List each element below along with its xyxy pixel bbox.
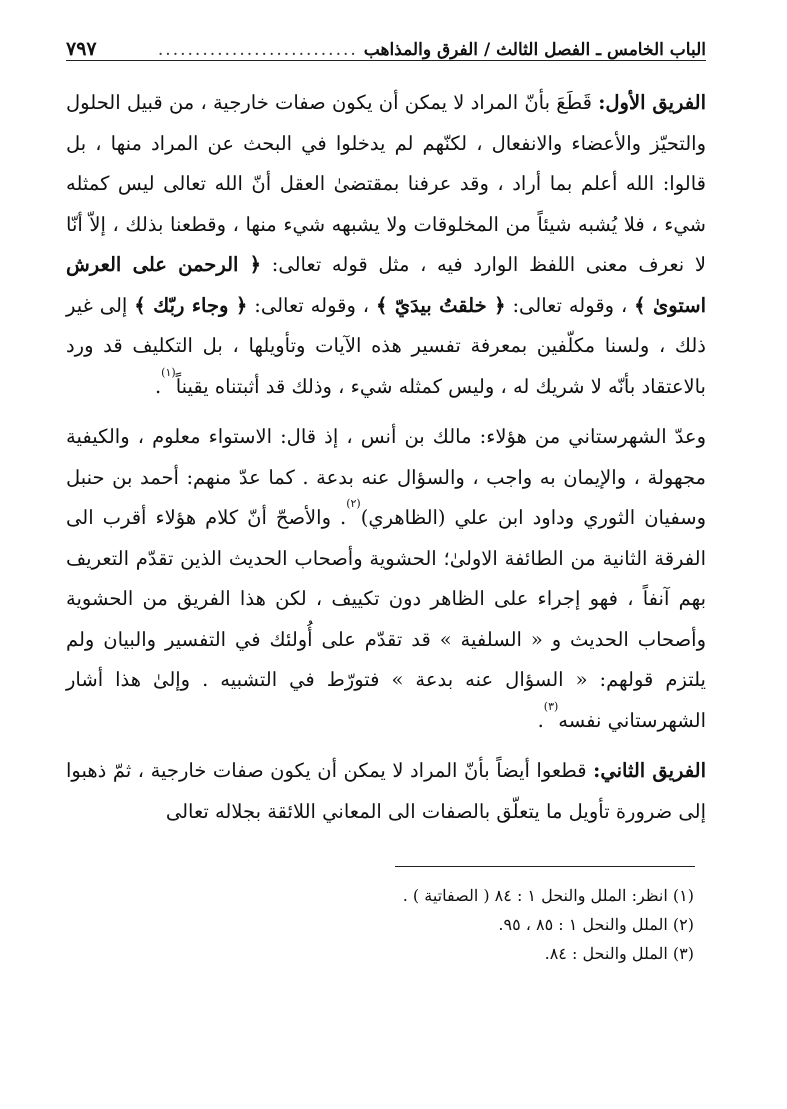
book-page: [66, 26, 706, 1086]
footnotes: [66, 881, 706, 968]
header-leader-dots: ...........................: [157, 40, 358, 60]
paragraph-text: إلى غير ذلك ، ولسنا مكلّفين بمعرفة تفسير هذه الآيات وتأويلها ، بل التكليف قد ورد بالاعتقاد بأنّه لا شريك له ، وليس كمثله شيء ، وذلك قد أثبتناه يقيناً: [66, 293, 706, 398]
quran-quote: ﴿ خلقتُ بيدَيّ ﴾: [375, 293, 506, 317]
quran-quote: ﴿ وجاء ربّك ﴾: [134, 293, 248, 317]
footnote-ref[interactable]: (٣): [543, 699, 559, 713]
paragraph-text: ، وقوله تعالى:: [512, 293, 628, 317]
footnote-item: (٢) الملل والنحل ١ : ٨٥ ، ٩٥.: [498, 915, 694, 934]
paragraph-tail: .: [154, 374, 162, 398]
footnote-ref[interactable]: (٢): [346, 497, 361, 510]
paragraph-text: . والأصحّ أنّ كلام هؤلاء أقرب الى الفرقة الثانية من الطائفة الاولىٰ؛ الحشوية وأصحاب الحديث الذين تقدّم التعريف بهم آنفاً ، فهو إجراء على الظاهر دون تكييف ، لكن هذا الفريق من الحشوية وأصحاب الحديث و « السلفية » قد تقدّم على أُولئك في التفسير والبيان ولم يلتزم قولهم: « السؤال عنه بدعة » فتورّط في التشبيه . وإلىٰ هذا أشار الشهرستاني نفسه: [66, 506, 706, 732]
paragraph-lead: الفريق الثاني:: [593, 759, 706, 782]
paragraph-text: ، وقوله تعالى:: [254, 293, 370, 317]
paragraph-text: وعدّ الشهرستاني من هؤلاء: مالك بن أنس ، إذ قال: الاستواء معلوم ، والكيفية مجهولة ، والإيمان به واجب ، والسؤال عنه بدعة . كما عدّ منهم: أحمد بن حنبل وسفيان الثوري وداود ابن علي (الظاهري): [66, 425, 706, 529]
header-title: الباب الخامس ـ الفصل الثالث / الفرق والمذاهب: [363, 40, 706, 60]
footnote-item: (١) انظر: الملل والنحل ١ : ٨٤ ( الصفاتية ) .: [402, 886, 694, 905]
quran-quote: ﴿ الرحمن على العرش استوىٰ ﴾: [66, 253, 707, 317]
footnote-divider: [66, 866, 706, 867]
paragraph-text: قَطَعَ بأنّ المراد لا يمكن أن يكون صفات خارجية ، من قبيل الحلول والتحيّز والأعضاء والانفعال ، لكنّهم لم يدخلوا في البحث عن المراد منها ، بل قالوا: الله أعلم بما أراد ، وقد عرفنا بمقتضىٰ العقل أنّ الله تعالى ليس كمثله شيء ، فلا يُشبه شيئاً من المخلوقات ولا يشبهه شيء منها ، وقطعنا بذلك ، إلاّ أنّا لا نعرف معنى اللفظ الوارد فيه ، مثل قوله تعالى:: [66, 91, 706, 276]
paragraph-tail: .: [537, 708, 544, 732]
footnote-ref[interactable]: (١): [161, 365, 176, 379]
paragraph-text: قطعوا أيضاً بأنّ المراد لا يمكن أن يكون صفات خارجية ، ثمّ ذهبوا إلى ضرورة تأويل ما يتعلّق بالصفات الى المعاني اللائقة بجلاله تعالى: [66, 759, 706, 823]
paragraph-lead: الفريق الأول:: [598, 91, 706, 114]
paragraph-1: [66, 83, 706, 407]
paragraph-3: [66, 751, 706, 832]
page-number: ٧٩٧: [66, 38, 97, 60]
running-header: [66, 26, 706, 61]
paragraph-2: [66, 417, 706, 741]
footnote-item: (٣) الملل والنحل : ٨٤.: [544, 944, 694, 963]
main-text: [66, 83, 706, 832]
